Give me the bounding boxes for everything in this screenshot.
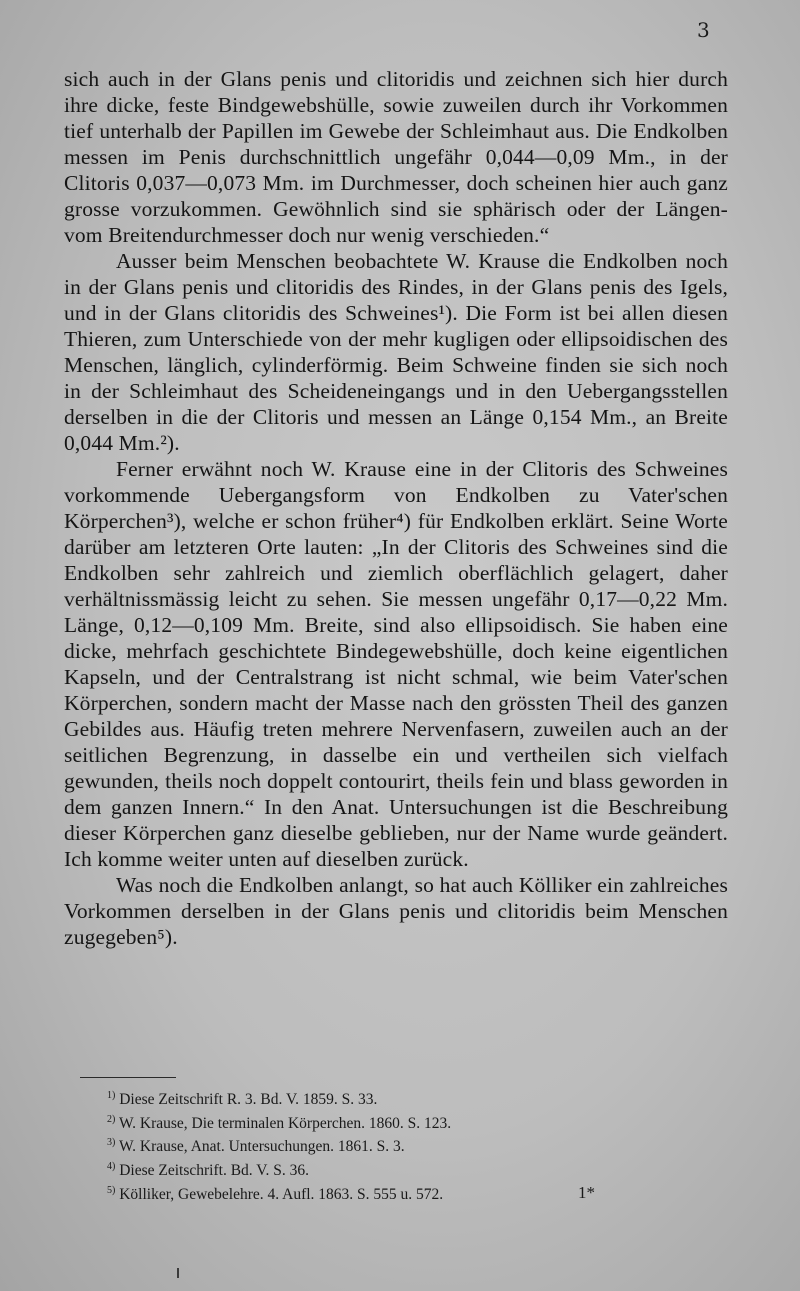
paragraph-3: Ferner erwähnt noch W. Krause eine in der Clitoris des Schweines vorkommende Uebergangsform von Endkolben zu Vater'schen Körperchen³), welche er schon früher⁴) für Endkolben erklärt. Seine Worte darüber am letzteren Orte lauten: „In der Clitoris des Schweines sind die Endkolben sehr zahlreich und ziemlich oberflächlich gelagert, daher verhältnissmässig leicht zu sehen. Sie messen ungefähr 0,17—0,22 Mm. Länge, 0,12—0,109 Mm. Breite, sind also ellipsoidisch. Sie haben eine dicke, mehrfach geschichtete Bindegewebshülle, doch keine eigentlichen Kapseln, und der Centralstrang ist nicht schmal, wie beim Vater'schen Körperchen, sondern macht der Masse nach den grössten Theil des ganzen Gebildes aus. Häufig treten mehrere Nervenfasern, zuweilen auch an der seitlichen Begrenzung, in dasselbe ein und vertheilen sich vielfach gewunden, theils noch doppelt contourirt, theils fein und blass geworden in dem ganzen Innern.“ In den Anat. Untersuchungen ist die Beschreibung dieser Körperchen ganz dieselbe geblieben, nur der Name wurde geändert. Ich komme weiter unten auf dieselben zurück. (64, 457, 728, 871)
footnote-text: W. Krause, Anat. Untersuchungen. 1861. S. 3. (118, 1138, 405, 1156)
paragraph-4: Was noch die Endkolben anlangt, so hat auch Kölliker ein zahlreiches Vorkommen derselben in der Glans penis und clitoridis beim Menschen zugegeben⁵). (64, 873, 728, 949)
paragraph-2: Ausser beim Menschen beobachtete W. Krause die Endkolben noch in der Glans penis und clitoridis des Rindes, in der Glans penis des Igels, und in der Glans clitoridis des Schweines¹). Die Form ist bei allen diesen Thieren, zum Unterschiede von der mehr kugligen oder ellipsoidischen des Menschen, länglich, cylinderförmig. Beim Schweine finden sie sich noch in der Schleimhaut des Scheideneingangs und in den Uebergangsstellen derselben in die der Clitoris und messen an Länge 0,154 Mm., an Breite 0,044 Mm.²). (64, 249, 728, 455)
footnote-3 (107, 1133, 707, 1157)
footnote-mark: 1) (107, 1090, 116, 1101)
footnote-2 (107, 1110, 707, 1134)
footnote-4 (107, 1157, 707, 1181)
signature-mark: 1* (578, 1183, 595, 1202)
footnote-1 (107, 1086, 707, 1110)
footnote-text: Diese Zeitschrift. Bd. V. S. 36. (119, 1162, 309, 1180)
footnote-mark: 5) (107, 1184, 116, 1196)
footnote-mark: 2) (107, 1113, 116, 1125)
footnotes (107, 1086, 707, 1204)
body-text (64, 66, 728, 950)
paper-speck (177, 1268, 179, 1278)
footnote-divider (80, 1077, 176, 1078)
footnote-mark: 4) (107, 1160, 116, 1172)
paragraph-1: sich auch in der Glans penis und clitoridis und zeichnen sich hier durch ihre dicke, feste Bindgewebshülle, sowie zuweilen durch ihr Vorkommen tief unterhalb der Papillen im Gewebe der Schleimhaut aus. Die Endkolben messen im Penis durchschnittlich ungefähr 0,044—0,09 Mm., in der Clitoris 0,037—0,073 Mm. im Durchmesser, doch scheinen hier auch ganz grosse vorzukommen. Gewöhnlich sind sie sphärisch oder der Längen- vom Breitendurchmesser doch nur wenig verschieden.“ (64, 67, 728, 247)
footnote-text: Diese Zeitschrift R. 3. Bd. V. 1859. S. 33. (119, 1091, 378, 1109)
footnote-text: Kölliker, Gewebelehre. 4. Aufl. 1863. S. 555 u. 572. (119, 1185, 444, 1203)
page-number: 3 (697, 18, 710, 42)
footnote-5 (107, 1181, 707, 1205)
footnote-mark: 3) (107, 1137, 116, 1149)
footnote-text: W. Krause, Die terminalen Körperchen. 1860. S. 123. (118, 1114, 452, 1132)
